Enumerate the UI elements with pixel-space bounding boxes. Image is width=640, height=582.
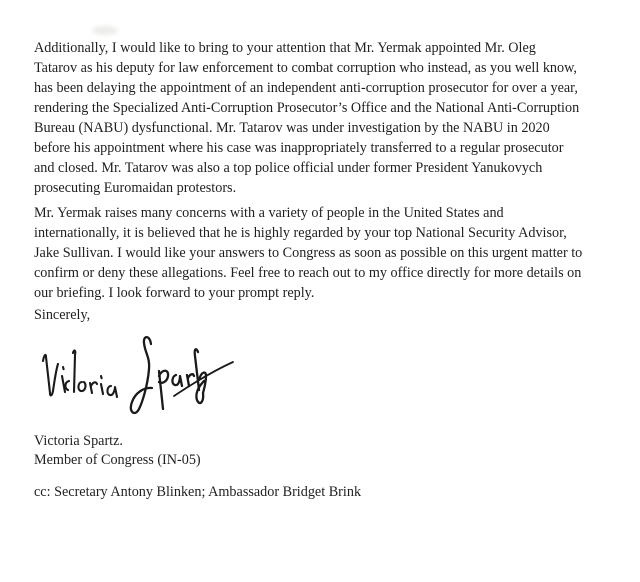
- signature-block: [34, 432, 624, 470]
- signature-image: [36, 330, 238, 424]
- cc-line: [34, 482, 624, 502]
- paragraph-line: Jake Sullivan. I would like your answers to Congress as soon as possible on this urgent matter to: [34, 245, 583, 261]
- paragraph-line: has been delaying the appointment of an independent anti-corruption prosecutor for over a year,: [34, 80, 578, 96]
- paragraph-line: our briefing. I look forward to your prompt reply.: [34, 285, 315, 301]
- paragraph-line: before his appointment where his case was inappropriately transferred to a regular prosecutor: [34, 140, 564, 156]
- paragraph-line: Mr. Yermak raises many concerns with a variety of people in the United States and: [34, 205, 504, 221]
- paragraph-line: Tatarov as his deputy for law enforcement to combat corruption who instead, as you well know,: [34, 60, 577, 76]
- letter-paragraph-2: [34, 203, 624, 303]
- signer-name: Victoria Spartz.: [34, 433, 123, 449]
- paragraph-line: internationally, it is believed that he is highly regarded by your top National Security Advisor,: [34, 225, 567, 241]
- paragraph-line: rendering the Specialized Anti-Corruption Prosecutor’s Office and the National Anti-Corruption: [34, 100, 580, 116]
- signature-victoria: [43, 351, 117, 397]
- signature-spartz: [131, 337, 233, 413]
- paragraph-line: confirm or deny these allegations. Feel free to reach out to my office directly for more details on: [34, 265, 582, 281]
- closing-text: Sincerely,: [34, 307, 91, 323]
- closing-sincerely: [34, 305, 624, 325]
- paragraph-line: Additionally, I would like to bring to your attention that Mr. Yermak appointed Mr. Oleg: [34, 40, 536, 56]
- letter-paragraph-1: [34, 38, 624, 198]
- signer-title: Member of Congress (IN-05): [34, 452, 201, 468]
- cc-text: cc: Secretary Antony Blinken; Ambassador Bridget Brink: [34, 484, 362, 500]
- paragraph-line: Bureau (NABU) dysfunctional. Mr. Tatarov was under investigation by the NABU in 2020: [34, 120, 550, 136]
- paragraph-line: and closed. Mr. Tatarov was also a top police official under former President Yanukovych: [34, 160, 543, 176]
- scan-artifact: [92, 26, 118, 35]
- paragraph-line: prosecuting Euromaidan protestors.: [34, 180, 237, 196]
